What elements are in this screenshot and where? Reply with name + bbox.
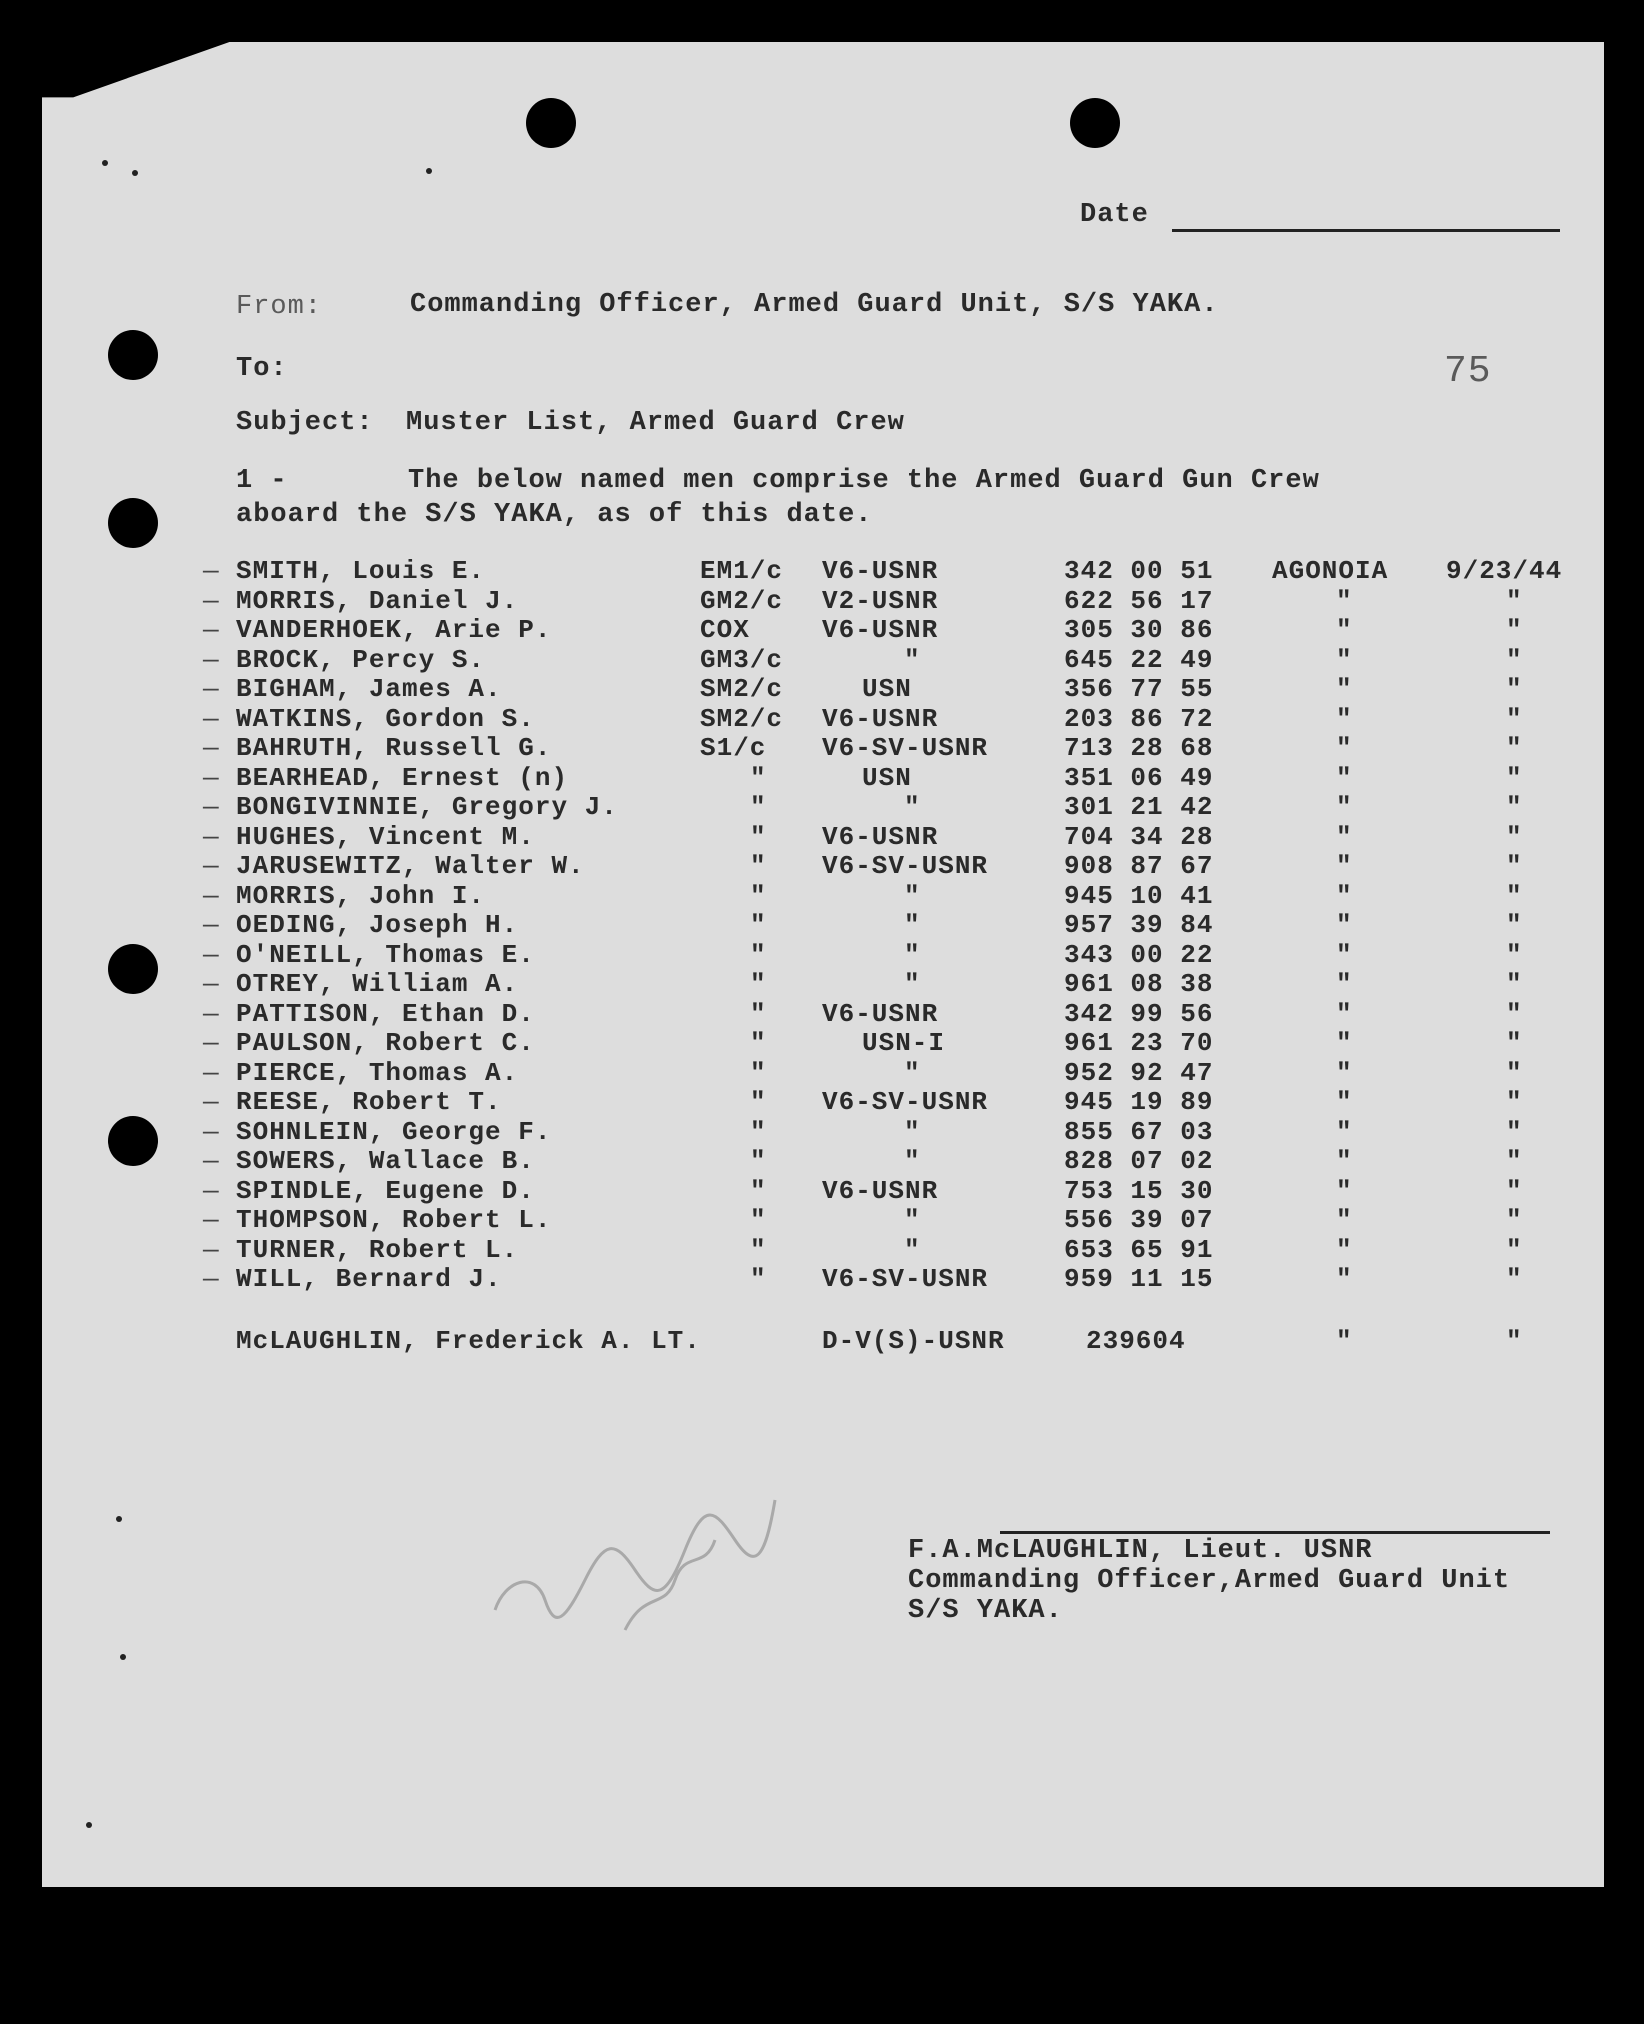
crew-name: BROCK, Percy S. — [236, 644, 486, 675]
crew-serial: 952 92 47 — [1064, 1057, 1214, 1088]
crew-class: " — [904, 1116, 921, 1147]
crew-serial: 342 99 56 — [1064, 998, 1214, 1029]
crew-date: " — [1506, 644, 1523, 675]
row-dash: — — [203, 969, 220, 999]
date-label: Date — [1080, 200, 1149, 230]
crew-rate: " — [750, 1116, 767, 1147]
crew-serial: 961 08 38 — [1064, 969, 1214, 999]
crew-date: " — [1506, 1205, 1523, 1235]
crew-row — [0, 1117, 1644, 1147]
crew-rate: " — [750, 910, 767, 940]
row-dash: — — [203, 910, 220, 940]
crew-rate: SM2/c — [700, 703, 784, 734]
crew-class: " — [904, 644, 921, 675]
crew-date: " — [1506, 703, 1523, 734]
crew-ship: " — [1336, 1028, 1353, 1058]
row-dash: — — [203, 998, 220, 1029]
crew-serial: 713 28 68 — [1064, 733, 1214, 763]
from-value: Commanding Officer, Armed Guard Unit, S/S YAKA. — [410, 290, 1219, 320]
row-dash: — — [203, 674, 220, 704]
crew-serial: 855 67 03 — [1064, 1116, 1214, 1147]
crew-class: V6-USNR — [822, 821, 939, 852]
row-dash: — — [203, 585, 220, 616]
row-dash: — — [203, 1234, 220, 1265]
subject-label: Subject: — [236, 408, 374, 438]
crew-serial: 653 65 91 — [1064, 1234, 1214, 1265]
crew-serial: 356 77 55 — [1064, 674, 1214, 704]
crew-name: SMITH, Louis E. — [236, 556, 486, 586]
officer-serial: 239604 — [1086, 1326, 1186, 1356]
crew-ship: " — [1336, 1057, 1353, 1088]
crew-name: MORRIS, Daniel J. — [236, 585, 519, 616]
crew-ship: " — [1336, 1116, 1353, 1147]
crew-name: PAULSON, Robert C. — [236, 1028, 535, 1058]
from-label: From: — [236, 292, 323, 322]
crew-rate: " — [750, 1264, 767, 1294]
crew-serial: 945 10 41 — [1064, 880, 1214, 911]
subject-value: Muster List, Armed Guard Crew — [406, 408, 905, 438]
crew-ship: " — [1336, 821, 1353, 852]
crew-date: " — [1506, 1264, 1523, 1294]
row-dash: — — [203, 556, 220, 586]
crew-ship: " — [1336, 910, 1353, 940]
crew-date: " — [1506, 792, 1523, 822]
row-dash: — — [203, 703, 220, 734]
crew-row — [0, 851, 1644, 881]
row-dash: — — [203, 792, 220, 822]
crew-date: 9/23/44 — [1446, 556, 1563, 586]
speck — [102, 160, 108, 166]
date-line — [1172, 229, 1560, 232]
signature-line-2: Commanding Officer,Armed Guard Unit — [908, 1566, 1511, 1596]
crew-class: " — [904, 939, 921, 970]
crew-class: V2-USNR — [822, 585, 939, 616]
crew-ship: " — [1336, 939, 1353, 970]
punch-hole — [108, 498, 158, 548]
crew-rate: " — [750, 1205, 767, 1235]
crew-class: V6-USNR — [822, 556, 939, 586]
crew-serial: 961 23 70 — [1064, 1028, 1214, 1058]
crew-class: V6-USNR — [822, 998, 939, 1029]
row-dash: — — [203, 1087, 220, 1117]
crew-name: VANDERHOEK, Arie P. — [236, 615, 552, 645]
officer-row — [0, 1326, 1644, 1356]
speck — [426, 168, 432, 174]
punch-hole — [526, 98, 576, 148]
crew-ship: " — [1336, 792, 1353, 822]
crew-rate: " — [750, 939, 767, 970]
crew-class: V6-SV-USNR — [822, 851, 989, 881]
signature-line-3: S/S YAKA. — [908, 1596, 1063, 1626]
speck — [132, 170, 138, 176]
crew-row — [0, 704, 1644, 734]
crew-name: TURNER, Robert L. — [236, 1234, 519, 1265]
crew-ship: " — [1336, 733, 1353, 763]
crew-rate: " — [750, 1028, 767, 1058]
crew-row — [0, 881, 1644, 911]
crew-rate: " — [750, 1087, 767, 1117]
crew-ship: " — [1336, 762, 1353, 793]
crew-date: " — [1506, 674, 1523, 704]
crew-date: " — [1506, 585, 1523, 616]
crew-ship: " — [1336, 644, 1353, 675]
crew-ship: " — [1336, 969, 1353, 999]
crew-row — [0, 999, 1644, 1029]
crew-ship: " — [1336, 674, 1353, 704]
crew-serial: 556 39 07 — [1064, 1205, 1214, 1235]
crew-serial: 301 21 42 — [1064, 792, 1214, 822]
crew-row — [0, 733, 1644, 763]
crew-date: " — [1506, 939, 1523, 970]
crew-rate: " — [750, 851, 767, 881]
crew-row — [0, 1235, 1644, 1265]
row-dash: — — [203, 821, 220, 852]
crew-class: " — [904, 880, 921, 911]
row-dash: — — [203, 615, 220, 645]
crew-date: " — [1506, 851, 1523, 881]
crew-rate: GM2/c — [700, 585, 784, 616]
crew-name: BEARHEAD, Ernest (n) — [236, 762, 569, 793]
row-dash: — — [203, 851, 220, 881]
crew-rate: " — [750, 821, 767, 852]
crew-rate: " — [750, 998, 767, 1029]
crew-class: " — [904, 1205, 921, 1235]
crew-rate: " — [750, 792, 767, 822]
officer-class: D-V(S)-USNR — [822, 1326, 1005, 1356]
crew-date: " — [1506, 762, 1523, 793]
crew-ship: AGONOIA — [1272, 556, 1389, 586]
crew-row — [0, 1205, 1644, 1235]
crew-rate: " — [750, 1146, 767, 1176]
crew-name: JARUSEWITZ, Walter W. — [236, 851, 585, 881]
crew-serial: 351 06 49 — [1064, 762, 1214, 793]
crew-name: REESE, Robert T. — [236, 1087, 502, 1117]
crew-name: SOHNLEIN, George F. — [236, 1116, 552, 1147]
pencil-note — [475, 1480, 795, 1660]
crew-rate: " — [750, 969, 767, 999]
crew-date: " — [1506, 998, 1523, 1029]
crew-serial: 957 39 84 — [1064, 910, 1214, 940]
punch-hole — [1070, 98, 1120, 148]
crew-row — [0, 1058, 1644, 1088]
crew-serial: 203 86 72 — [1064, 703, 1214, 734]
crew-ship: " — [1336, 703, 1353, 734]
crew-date: " — [1506, 880, 1523, 911]
crew-row — [0, 822, 1644, 852]
crew-date: " — [1506, 1087, 1523, 1117]
signature-line — [1000, 1531, 1550, 1534]
crew-rate: " — [750, 762, 767, 793]
crew-serial: 753 15 30 — [1064, 1175, 1214, 1206]
crew-class: " — [904, 1234, 921, 1265]
crew-class: USN — [862, 674, 912, 704]
crew-ship: " — [1336, 1175, 1353, 1206]
crew-serial: 828 07 02 — [1064, 1146, 1214, 1176]
crew-row — [0, 1087, 1644, 1117]
crew-rate: " — [750, 1057, 767, 1088]
page-number: 75 — [1444, 350, 1492, 393]
row-dash: — — [203, 1057, 220, 1088]
crew-date: " — [1506, 733, 1523, 763]
crew-row — [0, 910, 1644, 940]
crew-serial: 305 30 86 — [1064, 615, 1214, 645]
crew-rate: " — [750, 1175, 767, 1206]
row-dash: — — [203, 733, 220, 763]
crew-serial: 908 87 67 — [1064, 851, 1214, 881]
speck — [120, 1654, 126, 1660]
crew-ship: " — [1336, 880, 1353, 911]
row-dash: — — [203, 1146, 220, 1176]
intro-line-2: aboard the S/S YAKA, as of this date. — [236, 500, 873, 530]
crew-row — [0, 615, 1644, 645]
crew-rate: " — [750, 880, 767, 911]
crew-rate: GM3/c — [700, 644, 784, 675]
crew-row — [0, 1176, 1644, 1206]
crew-row — [0, 556, 1644, 586]
crew-class: " — [904, 969, 921, 999]
crew-class: USN-I — [862, 1028, 946, 1058]
crew-row — [0, 792, 1644, 822]
crew-class: " — [904, 910, 921, 940]
crew-name: MORRIS, John I. — [236, 880, 486, 911]
crew-row — [0, 674, 1644, 704]
crew-row — [0, 940, 1644, 970]
row-dash: — — [203, 1205, 220, 1235]
crew-name: WILL, Bernard J. — [236, 1264, 502, 1294]
speck — [86, 1822, 92, 1828]
crew-ship: " — [1336, 1087, 1353, 1117]
crew-name: SPINDLE, Eugene D. — [236, 1175, 535, 1206]
crew-row — [0, 1146, 1644, 1176]
crew-date: " — [1506, 969, 1523, 999]
crew-name: SOWERS, Wallace B. — [236, 1146, 535, 1176]
row-dash: — — [203, 644, 220, 675]
crew-date: " — [1506, 615, 1523, 645]
crew-ship: " — [1336, 1234, 1353, 1265]
crew-date: " — [1506, 1028, 1523, 1058]
to-label: To: — [236, 354, 288, 384]
crew-ship: " — [1336, 1205, 1353, 1235]
crew-serial: 343 00 22 — [1064, 939, 1214, 970]
crew-rate: S1/c — [700, 733, 767, 763]
row-dash: — — [203, 939, 220, 970]
crew-name: THOMPSON, Robert L. — [236, 1205, 552, 1235]
crew-class: V6-USNR — [822, 703, 939, 734]
crew-class: " — [904, 1146, 921, 1176]
crew-class: V6-SV-USNR — [822, 1087, 989, 1117]
crew-date: " — [1506, 821, 1523, 852]
crew-date: " — [1506, 1146, 1523, 1176]
crew-name: WATKINS, Gordon S. — [236, 703, 535, 734]
crew-class: " — [904, 1057, 921, 1088]
crew-name: BIGHAM, James A. — [236, 674, 502, 704]
crew-class: USN — [862, 762, 912, 793]
crew-name: PATTISON, Ethan D. — [236, 998, 535, 1029]
row-dash: — — [203, 1116, 220, 1147]
crew-ship: " — [1336, 851, 1353, 881]
crew-class: V6-SV-USNR — [822, 1264, 989, 1294]
crew-name: OEDING, Joseph H. — [236, 910, 519, 940]
crew-class: " — [904, 792, 921, 822]
row-dash: — — [203, 880, 220, 911]
crew-name: PIERCE, Thomas A. — [236, 1057, 519, 1088]
speck — [116, 1516, 122, 1522]
crew-class: V6-SV-USNR — [822, 733, 989, 763]
crew-rate: EM1/c — [700, 556, 784, 586]
officer-ship-ditto: " — [1336, 1326, 1353, 1356]
crew-serial: 704 34 28 — [1064, 821, 1214, 852]
crew-class: V6-USNR — [822, 615, 939, 645]
signature-line-1: F.A.McLAUGHLIN, Lieut. USNR — [908, 1536, 1373, 1566]
crew-rate: SM2/c — [700, 674, 784, 704]
crew-row — [0, 645, 1644, 675]
crew-serial: 945 19 89 — [1064, 1087, 1214, 1117]
crew-class: V6-USNR — [822, 1175, 939, 1206]
row-dash: — — [203, 1028, 220, 1058]
crew-rate: " — [750, 1234, 767, 1265]
crew-date: " — [1506, 910, 1523, 940]
crew-row — [0, 586, 1644, 616]
crew-name: OTREY, William A. — [236, 969, 519, 999]
crew-row — [0, 763, 1644, 793]
crew-ship: " — [1336, 615, 1353, 645]
row-dash: — — [203, 1175, 220, 1206]
crew-name: BONGIVINNIE, Gregory J. — [236, 792, 618, 822]
crew-ship: " — [1336, 1146, 1353, 1176]
crew-date: " — [1506, 1116, 1523, 1147]
intro-line-1: 1 - The below named men comprise the Armed Guard Gun Crew — [236, 466, 1320, 496]
row-dash: — — [203, 1264, 220, 1294]
crew-date: " — [1506, 1057, 1523, 1088]
crew-ship: " — [1336, 998, 1353, 1029]
crew-serial: 959 11 15 — [1064, 1264, 1214, 1294]
row-dash: — — [203, 762, 220, 793]
officer-name: McLAUGHLIN, Frederick A. LT. — [236, 1326, 701, 1356]
crew-serial: 645 22 49 — [1064, 644, 1214, 675]
crew-row — [0, 1028, 1644, 1058]
crew-name: HUGHES, Vincent M. — [236, 821, 535, 852]
crew-ship: " — [1336, 1264, 1353, 1294]
crew-serial: 342 00 51 — [1064, 556, 1214, 586]
crew-serial: 622 56 17 — [1064, 585, 1214, 616]
crew-date: " — [1506, 1234, 1523, 1265]
punch-hole — [108, 330, 158, 380]
crew-date: " — [1506, 1175, 1523, 1206]
officer-date-ditto: " — [1506, 1326, 1523, 1356]
crew-row — [0, 969, 1644, 999]
crew-rate: COX — [700, 615, 750, 645]
crew-row — [0, 1264, 1644, 1294]
crew-name: BAHRUTH, Russell G. — [236, 733, 552, 763]
crew-ship: " — [1336, 585, 1353, 616]
crew-name: O'NEILL, Thomas E. — [236, 939, 535, 970]
